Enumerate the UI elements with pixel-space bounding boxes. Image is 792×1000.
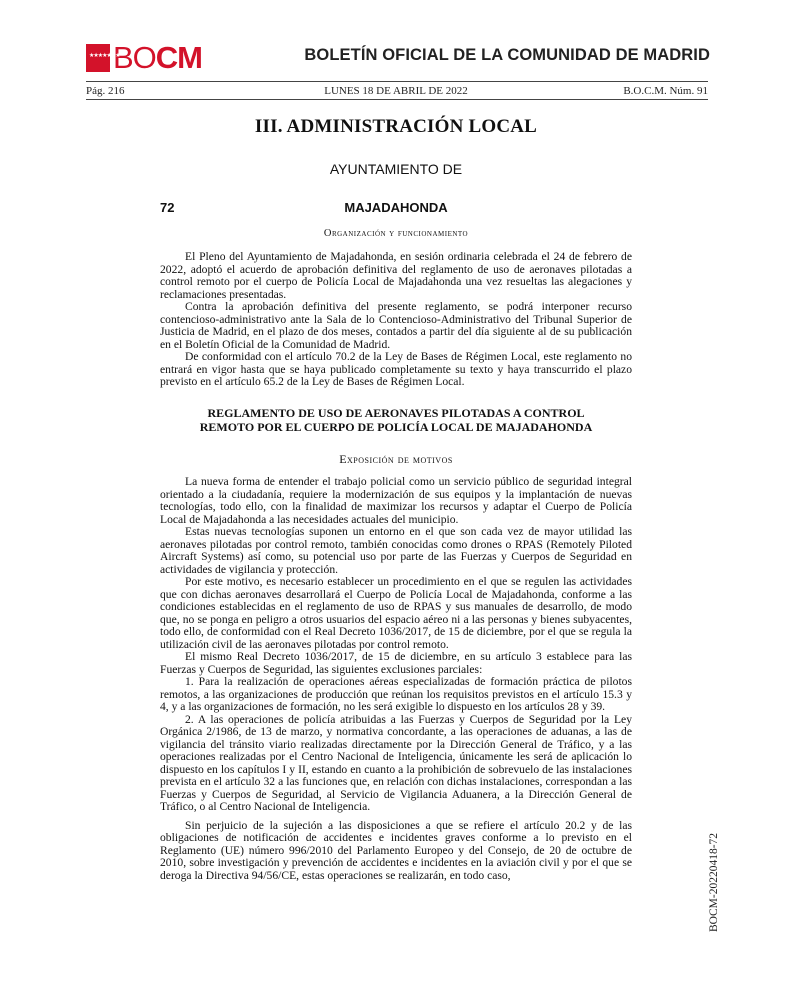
intro-paragraph: De conformidad con el artículo 70.2 de la Ley de Bases de Régimen Local, este reglamento no entrará en vigor hasta que se haya publicado completamente su texto y haya transcurrido el plazo previsto en el artículo 65.2 de la Ley de Bases de Régimen Local. (160, 350, 632, 388)
body-paragraph: La nueva forma de entender el trabajo policial como un servicio público de seguridad integral orientado a la ciudadanía, requiere la modernización de sus equipos y la implantación de nuevas tecnologías, todo ello, con la finalidad de maximizar los recursos y adaptar el Cuerpo de Policía Local de Majadahonda a las necesidades actuales del municipio. (160, 475, 632, 526)
intro-paragraph: Contra la aprobación definitiva del presente reglamento, se podrá interponer recurso contencioso-administrativo ante la Sala de lo Contencioso-Administrativo del Tribunal Superior de Justicia de Madrid, en el plazo de dos meses, contados a partir del día siguiente al de su publicación en el Boletín Oficial de la Comunidad de Madrid. (160, 300, 632, 351)
flag-stars: ★★★★★★★ (89, 52, 120, 59)
logo-text-bo: BO (113, 40, 156, 75)
body-paragraph: Estas nuevas tecnologías suponen un entorno en el que son cada vez de mayor utilidad las aeronaves pilotadas por control remoto, también conocidas como drones o RPAS (Remotely Piloted Aircraft Systems) así como, su potencial uso por parte de las Fuerzas y Cuerpos de Seguridad en actividades de vigilancia y protección. (160, 525, 632, 576)
exposicion-text (160, 476, 632, 882)
header-rule-bottom (86, 99, 708, 100)
entry-number: 72 (160, 200, 175, 215)
side-document-code: BOCM-20220418-72 (708, 832, 720, 932)
body-paragraph: El mismo Real Decreto 1036/2017, de 15 de diciembre, en su artículo 3 establece para las Fuerzas y Cuerpos de Seguridad, las siguientes exclusiones parciales: (160, 650, 632, 676)
municipality-name: MAJADAHONDA (344, 200, 448, 215)
body-paragraph: 2. A las operaciones de policía atribuidas a las Fuerzas y Cuerpos de Seguridad por la Ley Orgánica 2/1986, de 13 de marzo, y normativa concordante, a las operaciones de aduanas, a las de vigilancia del tránsito viario realizadas directamente por la Dirección General de Tráfico, y a las operaciones realizadas por el Centro Nacional de Inteligencia, únicamente les será de aplicación lo dispuesto en los capítulos I y II, estando en cuanto a la prohibición de sobrevuelo de las instalaciones prevista en el artículo 32 a las funciones que, en relación con dichas instalaciones, correspondan a las Fuerzas y Cuerpos de Seguridad, al Servicio de Vigilancia Aduanera, a la Dirección General de Tráfico, o al Centro Nacional de Inteligencia. (160, 712, 632, 813)
ayuntamiento-label: AYUNTAMIENTO DE (329, 161, 463, 177)
masthead-title: BOLETÍN OFICIAL DE LA COMUNIDAD DE MADRID (304, 46, 710, 64)
body-paragraph: Por este motivo, es necesario establecer un procedimiento en el que se regulen las actividades que con dichas aeronaves desarrollará el Cuerpo de Policía Local de Majadahonda, conforme a las condiciones establecidas en el reglamento de uso de RPAS y sus manuales de desarrollo, de modo que, no se ponga en peligro a otros usuarios del espacio aéreo ni a las personas y bienes subyacentes, todo ello, de conformidad con el Real Decreto 1036/2017, de 15 de diciembre, por el que se regula la utilización civil de las aeronaves pilotadas por control remoto. (160, 575, 632, 651)
section-title: III. ADMINISTRACIÓN LOCAL (254, 116, 538, 137)
subheading-exposicion: Exposición de motivos (339, 452, 453, 466)
header-rule-top (86, 81, 708, 82)
madrid-flag-icon (86, 44, 120, 72)
reglamento-title (160, 407, 632, 434)
page-number: Pág. 216 (86, 85, 125, 97)
reglamento-title-line: REMOTO POR EL CUERPO DE POLICÍA LOCAL DE MAJADAHONDA (199, 419, 593, 434)
body-paragraph: 1. Para la realización de operaciones aéreas especializadas de formación práctica de pilotos remotos, a las organizaciones de producción que reúnan los requisitos previstos en el artículo 15.3 y 4, y a las organizaciones de formación, no les será exigible lo dispuesto en los artículos 28 y 39. (160, 675, 632, 713)
logo-text-cm: CM (155, 40, 203, 75)
intro-text (160, 251, 632, 389)
reglamento-title-line: REGLAMENTO DE USO DE AERONAVES PILOTADAS A CONTROL (207, 406, 585, 420)
publication-date: LUNES 18 DE ABRIL DE 2022 (324, 85, 468, 97)
subheading-organizacion: Organización y funcionamiento (323, 228, 469, 239)
body-paragraph: Sin perjuicio de la sujeción a las disposiciones a que se refiere el artículo 20.2 y de las obligaciones de notificación de accidentes e incidentes graves conforme a lo previsto en el Reglamento (UE) número 996/2010 del Parlamento Europeo y del Consejo, de 20 de octubre de 2010, sobre investigación y prevención de accidentes e incidentes en la aviación civil y por el que se deroga la Directiva 94/56/CE, estas operaciones se realizarán, en todo caso, (160, 818, 632, 882)
intro-paragraph: El Pleno del Ayuntamiento de Majadahonda, en sesión ordinaria celebrada el 24 de febrero de 2022, adoptó el acuerdo de aprobación definitiva del reglamento de uso de aeronaves pilotadas a control remoto por el cuerpo de Policía Local de Majadahonda una vez resueltas las alegaciones y reclamaciones presentadas. (160, 250, 632, 301)
issue-number: B.O.C.M. Núm. 91 (623, 85, 708, 97)
bocm-logo (86, 42, 202, 74)
